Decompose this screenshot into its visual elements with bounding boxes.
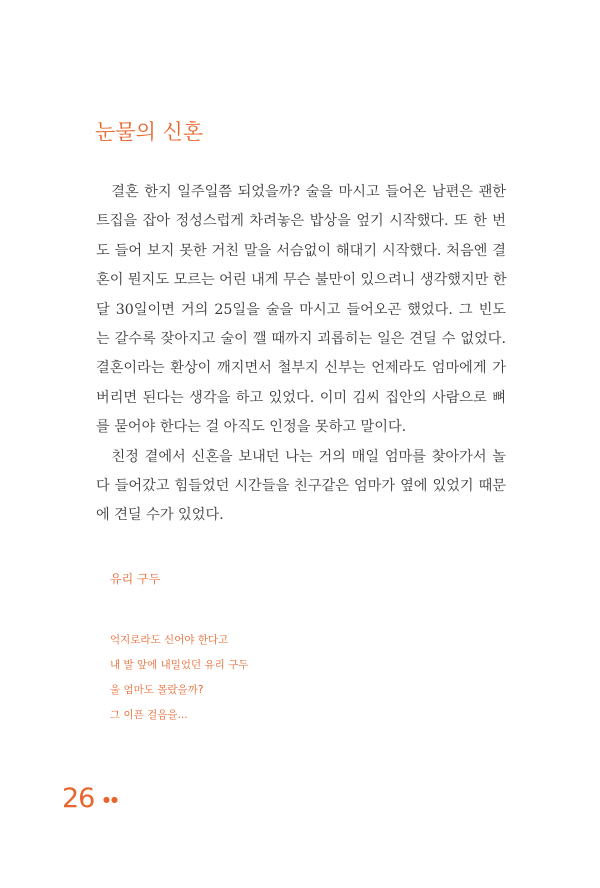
poem-line: 내 발 앞에 내밀었던 유리 구두 bbox=[110, 659, 249, 671]
text-line: 달 30일이면 거의 25일을 술을 마시고 들어오곤 했었다. 그 빈도 bbox=[96, 301, 506, 318]
page-number-dots: ●● bbox=[103, 795, 119, 804]
text-line: 에 견딜 수가 있었다. bbox=[96, 507, 224, 524]
poem-title: 유리 구두 bbox=[110, 572, 161, 586]
poem-line: 억지로라도 신어야 한다고 bbox=[110, 634, 229, 646]
page-number: 26 bbox=[62, 783, 95, 814]
poem-line: 그 이픈 걸음을... bbox=[110, 709, 188, 721]
paragraph-1 bbox=[96, 178, 506, 443]
text-line: 도 들어 보지 못한 거친 말을 서슴없이 해대기 시작했다. 처음엔 결 bbox=[96, 242, 506, 259]
body-text bbox=[96, 178, 506, 531]
poem bbox=[110, 628, 248, 728]
text-line: 버리면 된다는 생각을 하고 있었다. 이미 김씨 집안의 사람으로 뼈 bbox=[96, 389, 506, 406]
text-line: 결혼이라는 환상이 깨지면서 철부지 신부는 언제라도 엄마에게 가 bbox=[96, 360, 506, 377]
text-line: 다 들어갔고 힘들었던 시간들을 친구같은 엄마가 옆에 있었기 때문 bbox=[96, 478, 506, 495]
paragraph-2 bbox=[96, 443, 506, 531]
text-line: 결혼 한지 일주일쯤 되었을까? 술을 마시고 들어온 남편은 괜한 bbox=[96, 184, 506, 200]
text-line: 친정 곁에서 신혼을 보내던 나는 거의 매일 엄마를 찾아가서 놀 bbox=[96, 448, 506, 465]
text-line: 를 묻어야 한다는 걸 아직도 인정을 못하고 말이다. bbox=[96, 419, 407, 436]
chapter-title: 눈물의 신혼 bbox=[95, 120, 204, 144]
text-line: 는 갈수록 잦아지고 술이 깰 때까지 괴롭히는 일은 견딜 수 없었다. bbox=[96, 331, 506, 348]
text-line: 트집을 잡아 정성스럽게 차려놓은 밥상을 엎기 시작했다. 또 한 번 bbox=[96, 213, 506, 230]
text-line: 혼이 뭔지도 모르는 어린 내게 무슨 불만이 있으려니 생각했지만 한 bbox=[96, 272, 507, 289]
poem-line: 울 엄마도 몰랐을까? bbox=[110, 684, 204, 696]
